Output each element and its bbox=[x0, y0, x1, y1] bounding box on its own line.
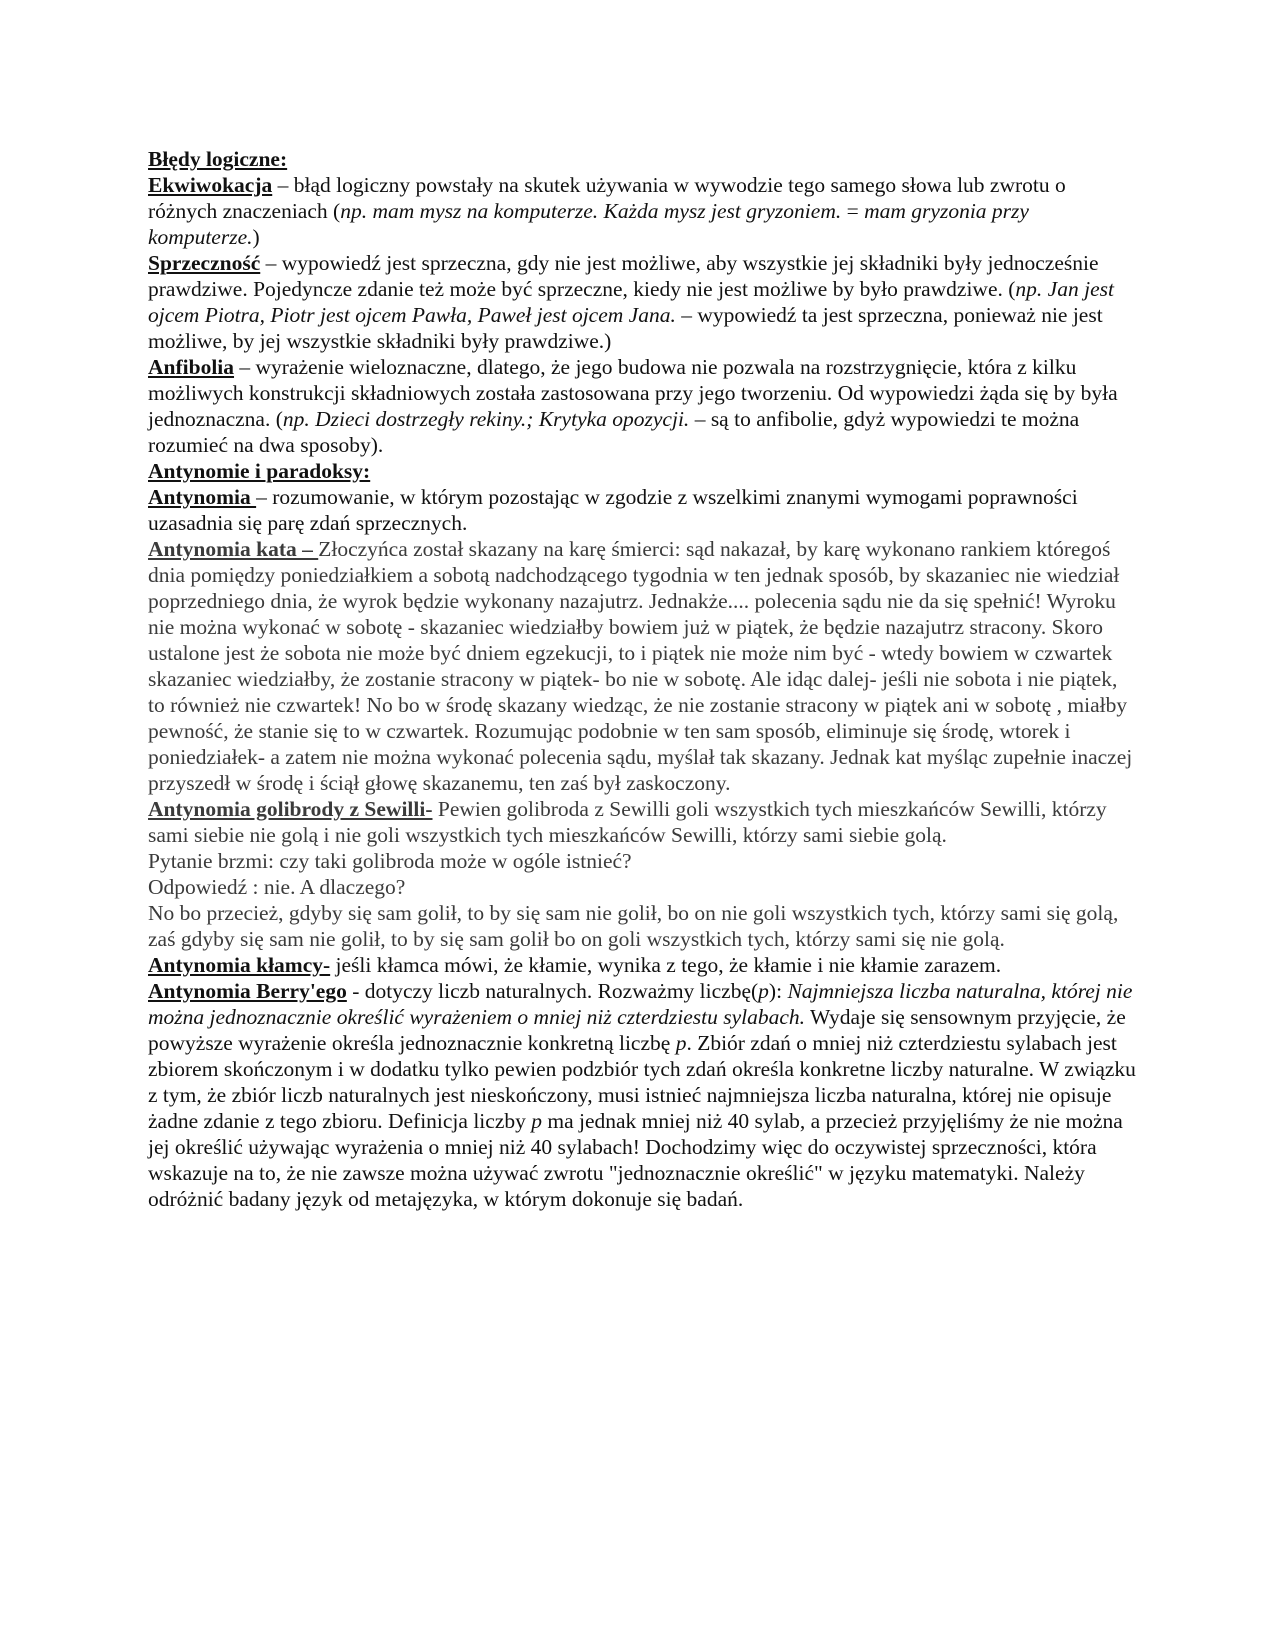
paragraph-anfibolia bbox=[148, 354, 1138, 458]
paragraph-golibroda bbox=[148, 796, 1138, 848]
example-ekwiwokacja-2: mam gryzonia przy komputerze. bbox=[148, 199, 1029, 249]
golibroda-explanation: No bo przecież, gdyby się sam golił, to by się sam nie golił, bo on nie goli wszystkich tych, którzy sami się golą, zaś gdyby się sam nie golił, to by się sam golił bo on goli wszystkich tych, którzy sami się nie golą. bbox=[148, 901, 1119, 951]
text-berry-1: - dotyczy liczb naturalnych. Rozważmy liczbę( bbox=[346, 979, 759, 1003]
paragraph-berry bbox=[148, 978, 1138, 1212]
text-berry-3: Wydaje się sensownym przyjęcie, że powyższe wyrażenie określa jednoznacznie konkretną liczbę bbox=[148, 1005, 1126, 1055]
term-antynomia: Antynomia bbox=[148, 485, 257, 509]
berry-p-2: p bbox=[675, 1031, 687, 1055]
paragraph-ekwiwokacja bbox=[148, 172, 1138, 250]
golibroda-answer: Odpowiedź : nie. A dlaczego? bbox=[148, 875, 406, 899]
text-klamca: jeśli kłamca mówi, że kłamie, wynika z tego, że kłamie i nie kłamie zarazem. bbox=[330, 953, 1002, 977]
term-sprzecznosc: Sprzeczność bbox=[148, 251, 261, 275]
text-anfibolia-2: – są to anfibolie, gdyż wypowiedzi te można rozumieć na dwa sposoby). bbox=[148, 407, 1080, 457]
text-antynomia: – rozumowanie, w którym pozostając w zgodzie z wszelkimi znanymi wymogami poprawności uzasadnia się parę zdań sprzecznych. bbox=[148, 485, 1078, 535]
term-golibroda: Antynomia golibrody z Sewilli- bbox=[148, 797, 433, 821]
paragraph-antynomia bbox=[148, 484, 1138, 536]
text-berry-4: . Zbiór zdań o mniej niż czterdziestu sylabach jest zbiorem skończonym i w dodatku tylko pewien podzbiór tych zdań określa konkretne liczby naturalne. W związku z tym, że zbiór liczb naturalnych jest nieskończony, musi istnieć najmniejsza liczba naturalna, której nie opisuje żadne zdanie z tego zbioru. Definicja liczby bbox=[148, 1031, 1136, 1133]
text-berry-2: ): bbox=[768, 979, 788, 1003]
text-ekwiwokacja-2: = bbox=[841, 199, 865, 223]
golibroda-question: Pytanie brzmi: czy taki golibroda może w ogóle istnieć? bbox=[148, 849, 632, 873]
heading-logical-errors bbox=[148, 146, 1138, 172]
text-anfibolia-1: – wyrażenie wieloznaczne, dlatego, że jego budowa nie pozwala na rozstrzygnięcie, która z kilku możliwych konstrukcji składniowych została zastosowana przy jego tworzeniu. Od wypowiedzi żąda się by była jednoznaczna. ( bbox=[148, 355, 1118, 431]
text-kata: Złoczyńca został skazany na karę śmierci: sąd nakazał, by karę wykonano rankiem któregoś dnia pomiędzy poniedziałkiem a sobotą nadchodzącego tygodnia w ten jednak sposób, by skazaniec nie wiedział poprzedniego dnia, że wyrok będzie wykonany nazajutrz. Jednakże.... polecenia sądu nie da się spełnić! Wyroku nie można wykonać w sobotę - skazaniec wiedziałby bowiem już w piątek, że będzie nazajutrz stracony. Skoro ustalone jest że sobota nie może być dniem egzekucji, to i piątek nie może nim być - wtedy bowiem w czwartek skazaniec wiedziałby, że zostanie stracony w piątek- bo nie w sobotę. Ale idąc dalej- jeśli nie sobota i nie piątek, to również nie czwartek! No bo w środę skazany wiedząc, że nie zostanie stracony w piątek ani w sobotę , miałby pewność, że stanie się to w czwartek. Rozumując podobnie w ten sam sposób, eliminuje się środę, wtorek i poniedziałek- a zatem nie można wykonać polecenia sądu, myślał tak skazany. Jednak kat myśląc zupełnie inaczej przyszedł w środę i ściął głowę skazanemu, ten zaś był zaskoczony. bbox=[148, 537, 1133, 795]
example-ekwiwokacja: np. mam mysz na komputerze. Każda mysz jest gryzoniem. bbox=[340, 199, 842, 223]
heading-antinomies bbox=[148, 458, 1138, 484]
berry-p: p bbox=[758, 979, 769, 1003]
paragraph-klamca bbox=[148, 952, 1138, 978]
text-ekwiwokacja-3: ) bbox=[252, 225, 260, 249]
document-page bbox=[148, 146, 1138, 1212]
example-anfibolia: np. Dzieci dostrzegły rekiny.; Krytyka opozycji. bbox=[282, 407, 690, 431]
paragraph-sprzecznosc bbox=[148, 250, 1138, 354]
paragraph-kata bbox=[148, 536, 1138, 796]
text-sprzecznosc-1: – wypowiedź jest sprzeczna, gdy nie jest możliwe, aby wszystkie jej składniki były jednocześnie prawdziwe. Pojedyncze zdanie też może być sprzeczne, kiedy nie jest możliwe by było prawdziwe. ( bbox=[148, 251, 1099, 301]
term-ekwiwokacja: Ekwiwokacja bbox=[148, 173, 273, 197]
term-klamca: Antynomia kłamcy- bbox=[148, 953, 331, 977]
berry-p-3: p bbox=[531, 1109, 542, 1133]
text-berry-5: ma jednak mniej niż 40 sylab, a przecież przyjęliśmy że nie można jej określić używając wyrażenia o mniej niż 40 sylabach! Dochodzimy więc do oczywistej sprzeczności, która wskazuje na to, że nie zawsze można używać zwrotu "jednoznacznie określić" w języku matematyki. Należy odróżnić badany język od metajęzyka, w którym dokonuje się badań. bbox=[148, 1109, 1123, 1211]
heading-logical-errors-text: Błędy logiczne: bbox=[148, 147, 288, 171]
text-golibroda: Pewien golibroda z Sewilli goli wszystkich tych mieszkańców Sewilli, którzy sami siebie nie golą i nie goli wszystkich tych mieszkańców Sewilli, którzy sami siebie golą. bbox=[148, 797, 1107, 847]
text-sprzecznosc-2: – wypowiedź ta jest sprzeczna, ponieważ nie jest możliwe, by jej wszystkie składniki były prawdziwe.) bbox=[148, 303, 1103, 353]
term-berry: Antynomia Berry'ego bbox=[148, 979, 347, 1003]
heading-antinomies-text: Antynomie i paradoksy: bbox=[148, 459, 371, 483]
term-kata: Antynomia kata – bbox=[148, 537, 319, 561]
term-anfibolia: Anfibolia bbox=[148, 355, 235, 379]
example-sprzecznosc: np. Jan jest ojcem Piotra, Piotr jest ojcem Pawła, Paweł jest ojcem Jana. bbox=[148, 277, 1114, 327]
berry-quote: Najmniejsza liczba naturalna, której nie można jednoznacznie określić wyrażeniem o mniej niż czterdziestu sylabach. bbox=[148, 979, 1133, 1029]
text-ekwiwokacja-1: – błąd logiczny powstały na skutek używania w wywodzie tego samego słowa lub zwrotu o różnych znaczeniach ( bbox=[148, 173, 1066, 223]
